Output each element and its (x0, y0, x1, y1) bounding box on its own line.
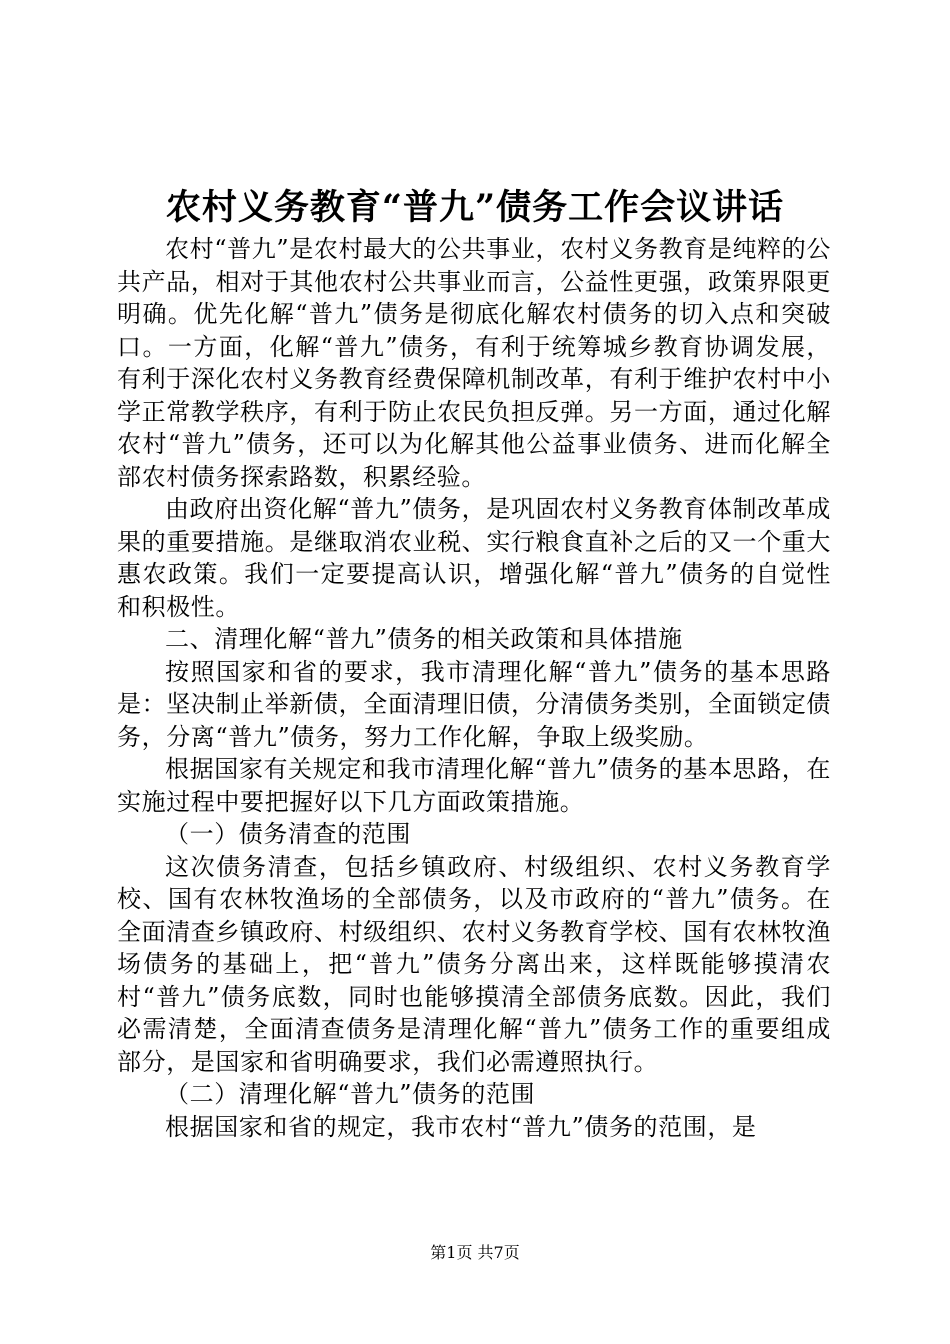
paragraph: 根据国家有关规定和我市清理化解“普九”债务的基本思路，在实施过程中要把握好以下几方面政策措施。 (117, 755, 831, 816)
subsection-heading: （二）清理化解“普九”债务的范围 (165, 1080, 536, 1108)
paragraph: 这次债务清查，包括乡镇政府、村级组织、农村义务教育学校、国有农林牧渔场的全部债务，以及市政府的“普九”债务。在全面清查乡镇政府、村级组织、农村义务教育学校、国有农林牧渔场债务的基础上，把“普九”债务分离出来，这样既能够摸清农村“普九”债务底数，同时也能够摸清全部债务底数。因此，我们必需清楚，全面清查债务是清理化解“普九”债务工作的重要组成部分，是国家和省明确要求，我们必需遵照执行。 (117, 852, 831, 1076)
document-body (117, 233, 831, 1143)
document-title: 农村义务教育“普九”债务工作会议讲话 (165, 187, 785, 228)
section-heading: 二、清理化解“普九”债务的相关政策和具体措施 (165, 625, 683, 653)
paragraph: 农村“普九”是农村最大的公共事业，农村义务教育是纯粹的公共产品，相对于其他农村公共事业而言，公益性更强，政策界限更明确。优先化解“普九”债务是彻底化解农村债务的切入点和突破口。一方面，化解“普九”债务，有利于统筹城乡教育协调发展，有利于深化农村义务教育经费保障机制改革，有利于维护农村中小学正常教学秩序，有利于防止农民负担反弹。另一方面，通过化解农村“普九”债务，还可以为化解其他公益事业债务、进而化解全部农村债务探索路数，积累经验。 (117, 235, 831, 491)
page-footer: 第1页 共7页 (430, 1243, 520, 1262)
paragraph: 根据国家和省的规定，我市农村“普九”债务的范围，是 (165, 1112, 757, 1141)
paragraph: 按照国家和省的要求，我市清理化解“普九”债务的基本思路是：坚决制止举新债，全面清理旧债，分清债务类别，全面锁定债务，分离“普九”债务，努力工作化解，争取上级奖励。 (117, 657, 831, 751)
paragraph: 由政府出资化解“普九”债务，是巩固农村义务教育体制改革成果的重要措施。是继取消农业税、实行粮食直补之后的又一个重大惠农政策。我们一定要提高认识，增强化解“普九”债务的自觉性和积极性。 (117, 495, 831, 621)
subsection-heading: （一）债务清查的范围 (165, 820, 411, 848)
